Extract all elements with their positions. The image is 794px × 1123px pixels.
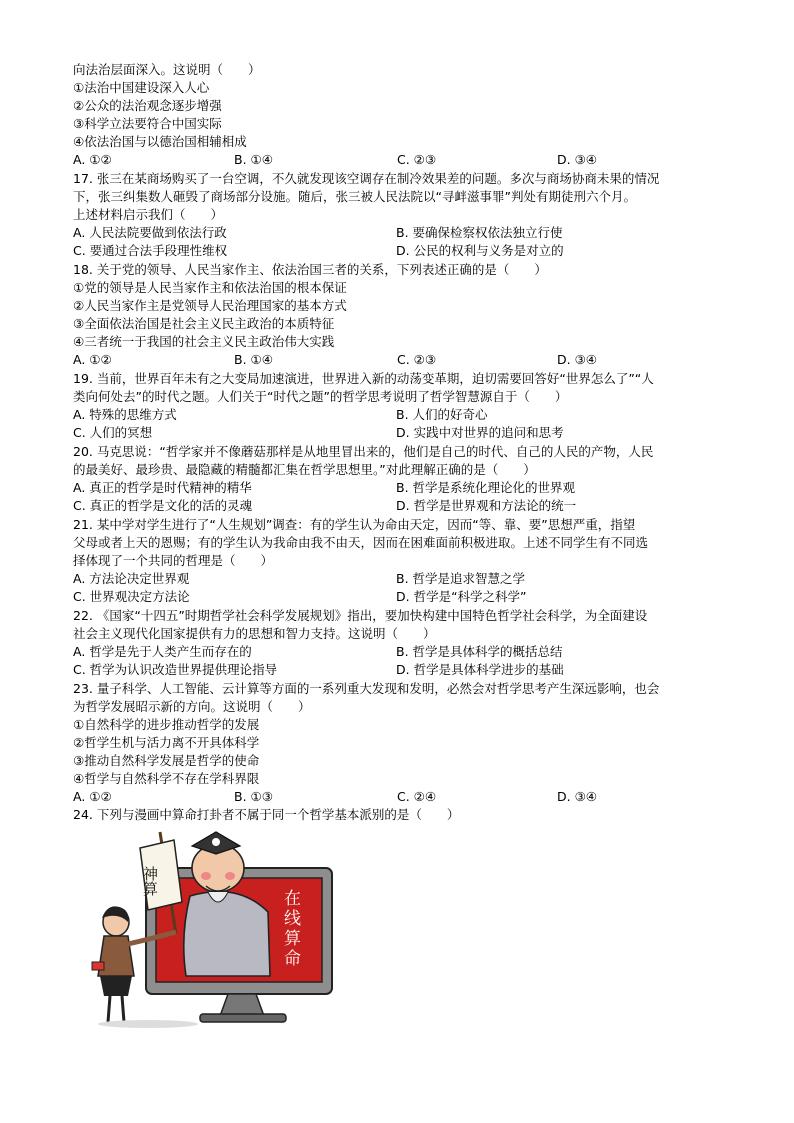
q17-line-3: 上述材料启示我们（ ） — [73, 207, 224, 222]
q16-option-d: D. ③④ — [557, 152, 597, 167]
q21-line-2: 父母或者上天的恩赐；有的学生认为我命由我不由天，因而在困难面前积极进取。上述不同学生有不同选 — [73, 535, 649, 550]
q16-option-c: C. ②③ — [397, 152, 437, 167]
q22-option-d: D. 哲学是具体科学进步的基础 — [396, 662, 564, 677]
q22-line-1: 22. 《国家“十四五”时期哲学社会科学发展规划》指出，要加快构建中国特色哲学社会科学，为全面建设 — [73, 608, 648, 623]
q19-line-2: 类向何处去”的时代之题。人们关于“时代之题”的哲学思考说明了哲学智慧源自于（ ） — [73, 389, 568, 404]
q18-item-4: ④三者统一于我国的社会主义民主政治伟大实践 — [73, 334, 335, 349]
screen-char-4: 命 — [284, 949, 301, 969]
q20-line-2: 的最美好、最珍贵、最隐藏的精髓都汇集在哲学思想里。”对此理解正确的是（ ） — [73, 462, 536, 477]
q19-option-d: D. 实践中对世界的追问和思考 — [396, 425, 564, 440]
q23-option-d: D. ③④ — [557, 789, 597, 804]
q18-item-1: ①党的领导是人民当家作主和依法治国的根本保证 — [73, 280, 347, 295]
q20-option-c: C. 真正的哲学是文化的活的灵魂 — [73, 498, 253, 513]
q23-option-c: C. ②④ — [397, 789, 437, 804]
screen-char-3: 算 — [284, 929, 301, 949]
screen-char-1: 在 — [284, 889, 301, 909]
q16-item-3: ③科学立法要符合中国实际 — [73, 116, 222, 131]
q23-item-2: ②哲学生机与活力离不开具体科学 — [73, 735, 260, 750]
q16-item-1: ①法治中国建设深入人心 — [73, 80, 210, 95]
q19-option-b: B. 人们的好奇心 — [396, 407, 488, 422]
q22-option-c: C. 哲学为认识改造世界提供理论指导 — [73, 662, 278, 677]
q23-option-a: A. ①② — [73, 789, 112, 804]
q18-option-c: C. ②③ — [397, 352, 437, 367]
q16-stem-end: 向法治层面深入。这说明（ ） — [73, 62, 261, 77]
q21-line-1: 21. 某中学对学生进行了“人生规划”调查：有的学生认为命由天定，因而“等、靠、要”思想严重，指望 — [73, 517, 636, 532]
q22-line-2: 社会主义现代化国家提供有力的思想和智力支持。这说明（ ） — [73, 626, 436, 641]
q18-option-a: A. ①② — [73, 352, 112, 367]
q21-option-a: A. 方法论决定世界观 — [73, 571, 190, 586]
q18-option-b: B. ①④ — [234, 352, 273, 367]
q22-option-b: B. 哲学是具体科学的概括总结 — [396, 644, 563, 659]
q23-line-2: 为哲学发展昭示新的方向。这说明（ ） — [73, 699, 311, 714]
q16-option-b: B. ①④ — [234, 152, 273, 167]
q21-option-d: D. 哲学是“科学之科学” — [396, 589, 527, 604]
q21-line-3: 择体现了一个共同的哲理是（ ） — [73, 553, 274, 568]
q21-option-c: C. 世界观决定方法论 — [73, 589, 190, 604]
q17-option-d: D. 公民的权利与义务是对立的 — [396, 243, 564, 258]
q23-item-3: ③推动自然科学发展是哲学的使命 — [73, 753, 260, 768]
q19-line-1: 19. 当前，世界百年未有之大变局加速演进，世界进入新的动荡变革期，迫切需要回答好“世界怎么了”“人 — [73, 371, 654, 386]
q17-option-c: C. 要通过合法手段理性维权 — [73, 243, 228, 258]
q19-option-c: C. 人们的冥想 — [73, 425, 153, 440]
q23-item-4: ④哲学与自然科学不存在学科界限 — [73, 771, 260, 786]
q20-option-d: D. 哲学是世界观和方法论的统一 — [396, 498, 577, 513]
screen-text — [284, 889, 301, 969]
q18-item-3: ③全面依法治国是社会主义民主政治的本质特征 — [73, 316, 335, 331]
q17-option-b: B. 要确保检察权依法独立行使 — [396, 225, 563, 240]
q19-option-a: A. 特殊的思维方式 — [73, 407, 177, 422]
q18-option-d: D. ③④ — [557, 352, 597, 367]
q20-option-b: B. 哲学是系统化理论化的世界观 — [396, 480, 576, 495]
q20-line-1: 20. 马克思说：“哲学家并不像蘑菇那样是从地里冒出来的，他们是自己的时代、自己的人民的产物，人民 — [73, 444, 654, 459]
q17-option-a: A. 人民法院要做到依法行政 — [73, 225, 227, 240]
q24-line-1: 24. 下列与漫画中算命打卦者不属于同一个哲学基本派别的是（ ） — [73, 807, 460, 822]
q16-item-4: ④依法治国与以德治国相辅相成 — [73, 134, 247, 149]
banner-text: 神算 — [141, 866, 159, 896]
q23-item-1: ①自然科学的进步推动哲学的发展 — [73, 717, 260, 732]
fortune-teller-figure — [184, 832, 270, 976]
q22-option-a: A. 哲学是先于人类产生而存在的 — [73, 644, 252, 659]
q17-line-2: 下，张三纠集数人砸毁了商场部分设施。随后，张三被人民法院以“寻衅滋事罪”判处有期徒刑六个月。 — [73, 189, 636, 204]
q23-option-b: B. ①③ — [234, 789, 273, 804]
q18-line-1: 18. 关于党的领导、人民当家作主、依法治国三者的关系，下列表述正确的是（ ） — [73, 262, 547, 277]
fortune-telling-cartoon — [88, 826, 336, 1030]
q16-option-a: A. ①② — [73, 152, 112, 167]
q21-option-b: B. 哲学是追求智慧之学 — [396, 571, 526, 586]
q16-item-2: ②公众的法治观念逐步增强 — [73, 98, 222, 113]
q23-line-1: 23. 量子科学、人工智能、云计算等方面的一系列重大发现和发明，必然会对哲学思考产生深远影响，也会 — [73, 681, 660, 696]
q17-line-1: 17. 张三在某商场购买了一台空调，不久就发现该空调存在制冷效果差的问题。多次与商场协商未果的情况 — [73, 171, 660, 186]
q18-item-2: ②人民当家作主是党领导人民治理国家的基本方式 — [73, 298, 347, 313]
screen-char-2: 线 — [284, 909, 301, 929]
q20-option-a: A. 真正的哲学是时代精神的精华 — [73, 480, 252, 495]
